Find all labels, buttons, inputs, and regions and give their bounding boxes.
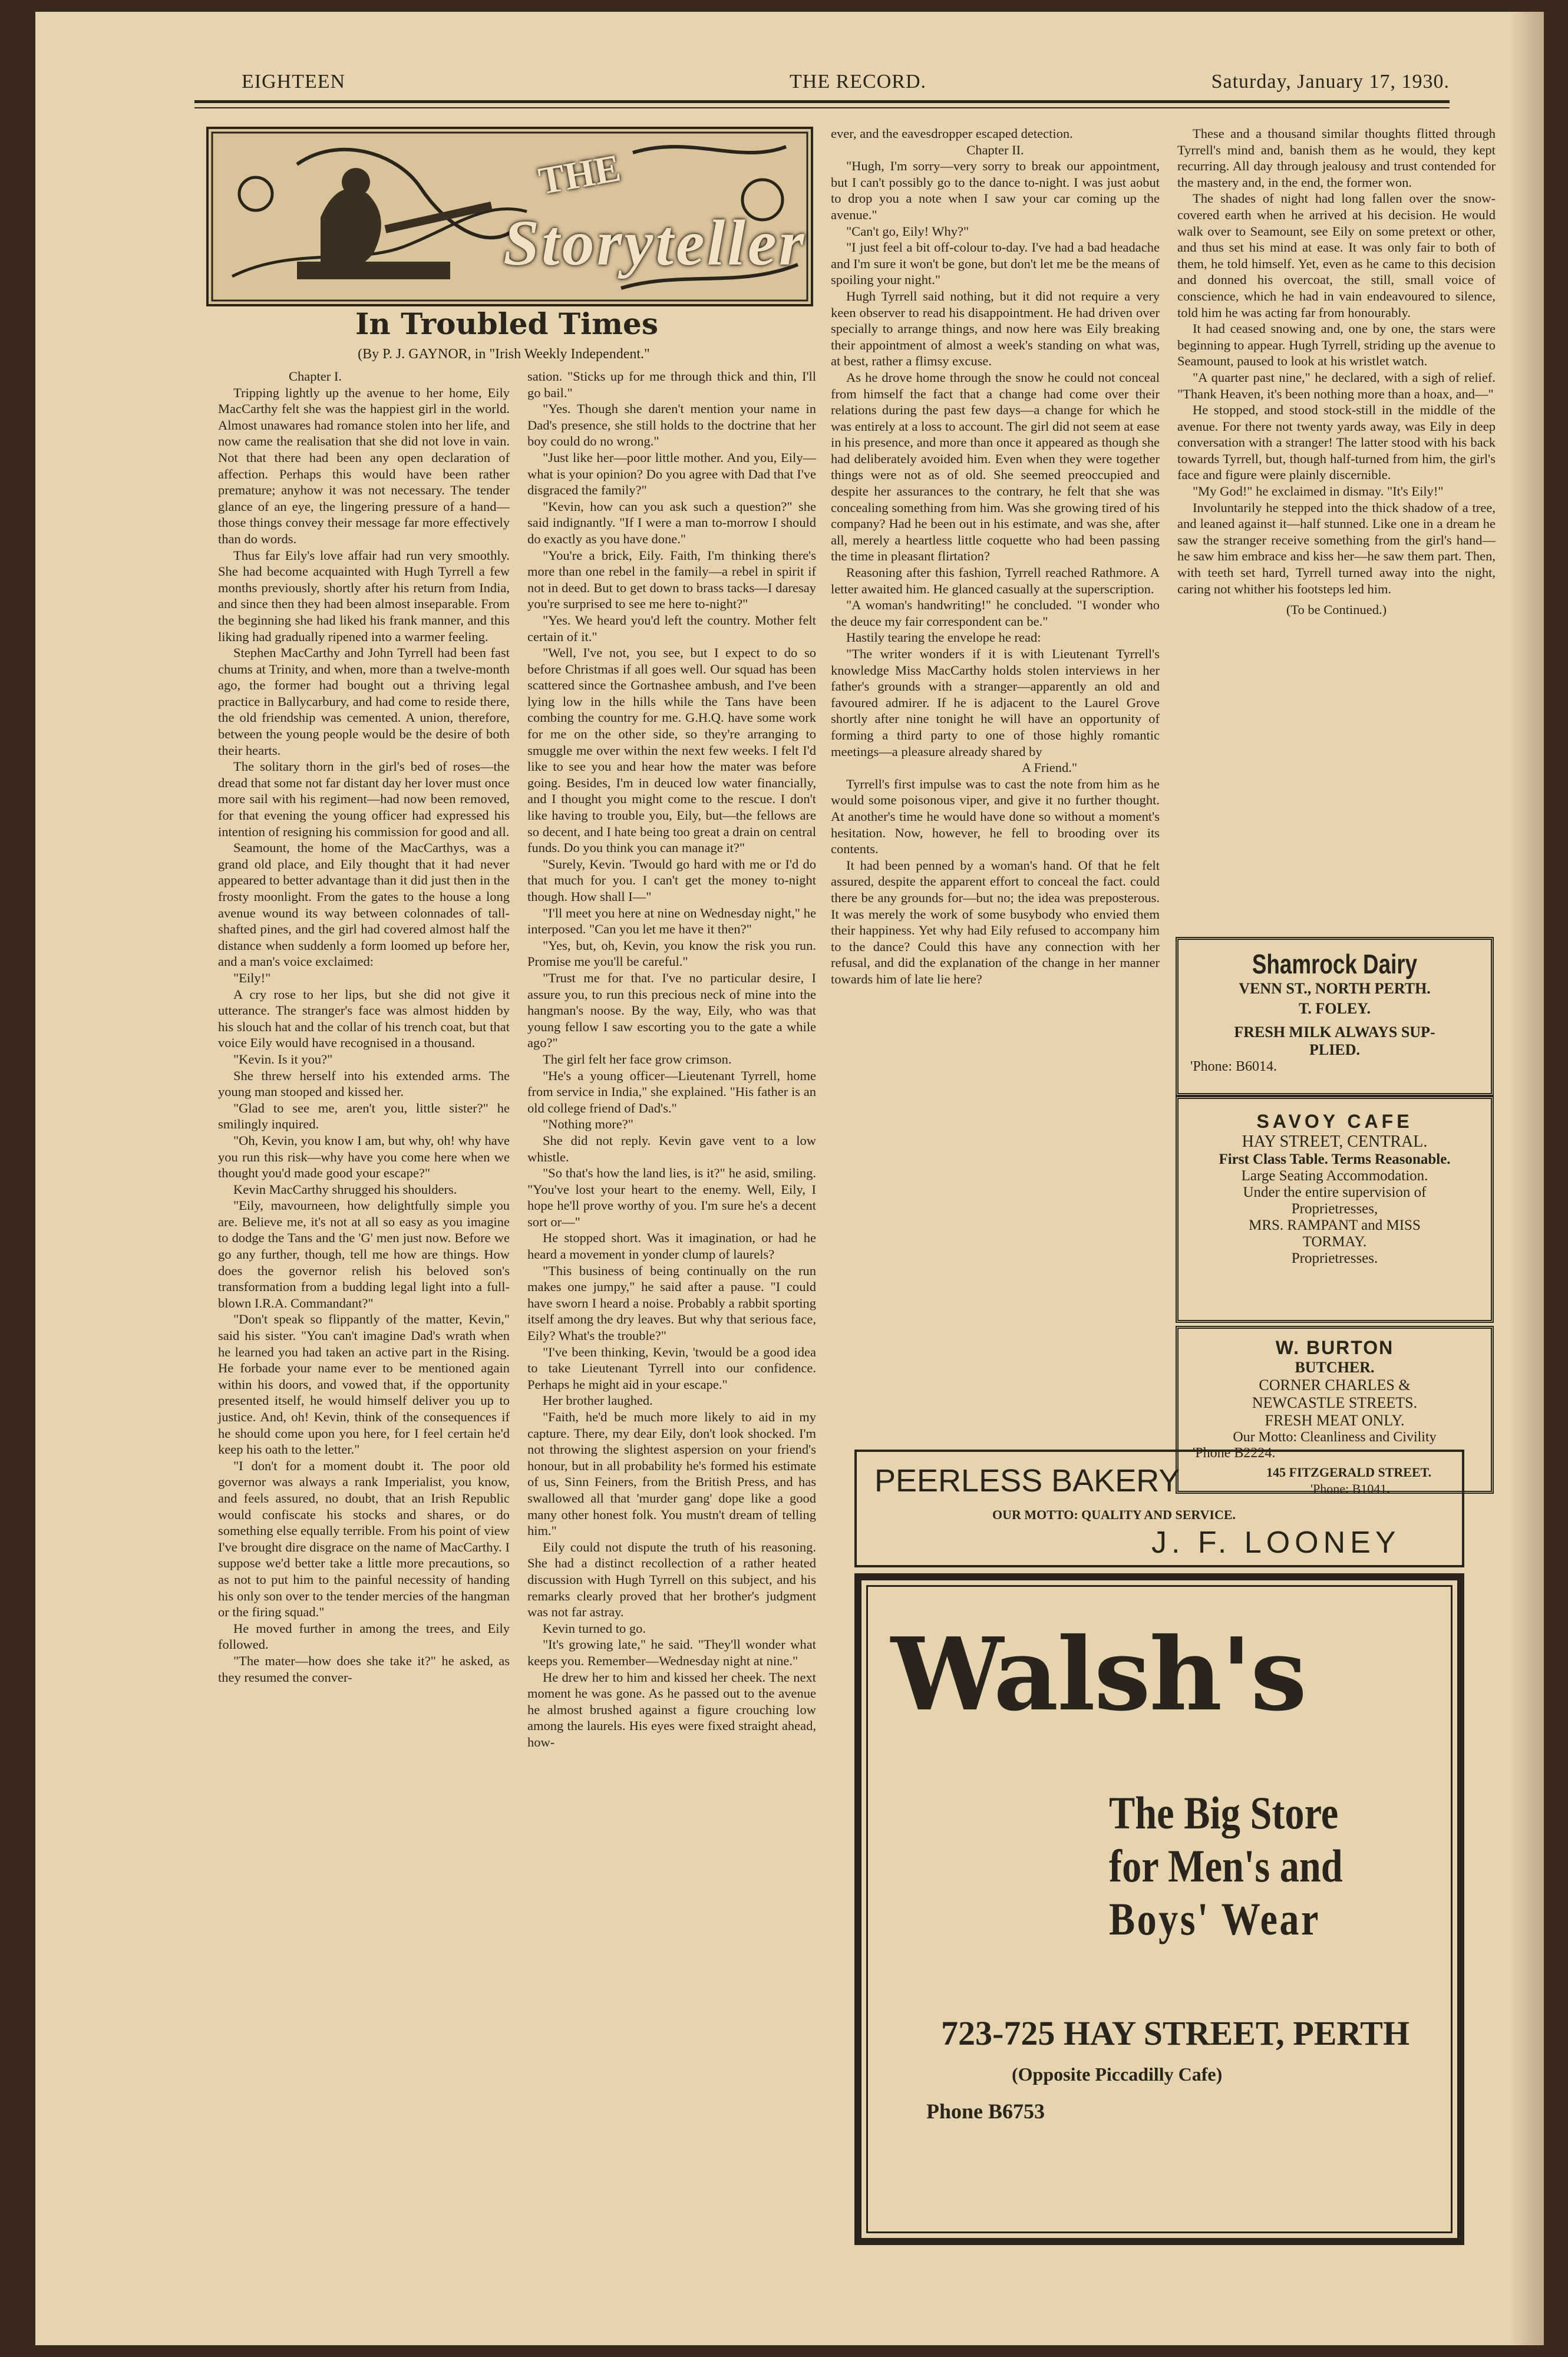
- story-paragraph: Thus far Eily's love affair had run very smoothly. She had become acquainted with Hugh Tyrrell a few months previously, shortly after his return from India, and since then they had been almost inseparable. From the beginning she had liked his frank manner, and this liking had gradually ripened into a warmer feeling.: [218, 547, 510, 644]
- story-paragraph: The shades of night had long fallen over the snow-covered earth when he arrived at his decision. He would walk over to Seamount, see Eily on some pretext or other, and thus set his mind at ease. It was only fair to both of them, he told himself. Yet, even as he came to this decision and donned his overcoat, the still, small voice of conscience, which he had in vain endeavoured to silence, told him he was acting far from honourably.: [1177, 191, 1496, 320]
- story-paragraph: Seamount, the home of the MacCarthys, was a grand old place, and Eily thought that it had never appeared to better advantage than it did just then in the frosty moonlight. From the gates to the house a long avenue wound its way between colonnades of tall-shafted pines, and the girl had covered almost half the distance when suddenly a form loomed up before her, and a man's voice exclaimed:: [218, 840, 510, 969]
- story-column-3: [831, 126, 1160, 987]
- story-paragraph: "Faith, he'd be much more likely to aid in my capture. There, my dear Eily, don't look shocked. I'm not throwing the slightest aspersion on your friend's honour, but in all probability he's formed his estimate of us, Sinn Feiners, from the British Press, and has swallowed all that 'murder gang' dope like a good many other honest folk. You mustn't dream of telling him.": [527, 1409, 816, 1539]
- ad-tagline: for Men's and: [1109, 1840, 1343, 1891]
- ad-owner: J. F. LOONEY: [1151, 1526, 1401, 1560]
- story-paragraph: "Kevin, how can you ask such a question?" she said indignantly. "If I were a man to-morrow I should do exactly as you have done.": [527, 499, 816, 546]
- story-paragraph: "He's a young officer—Lieutenant Tyrrell, home from service in India," she explained. "His father is an old college friend of Dad's.": [527, 1068, 816, 1115]
- ad-title: SAVOY CAFE: [1256, 1111, 1413, 1132]
- ad-savoy-cafe: [1176, 1096, 1494, 1323]
- story-paragraph: "Yes. We heard you'd left the country. Mother felt certain of it.": [527, 612, 816, 644]
- to-be-continued: (To be Continued.): [1286, 602, 1387, 618]
- page-number-label: EIGHTEEN: [242, 71, 346, 93]
- story-paragraph: The solitary thorn in the girl's bed of roses—the dread that some not far distant day her lover must once more sail with his regiment—had now been removed, for that evening the young officer had expressed his intention of resigning his commission for good and all.: [218, 759, 510, 839]
- story-paragraph: "Don't speak so flippantly of the matter, Kevin," said his sister. "You can't imagine Dad's wrath when he learned you had taken an active part in the Rising. He forbade your name ever to be mentioned again within his doors, and vowed that, if the opportunity presented itself, he would himself deliver you up to justice. And, oh! Kevin, think of the consequences if he should come upon you here, for I feel certain he'd keep his oath to the letter.": [218, 1312, 510, 1457]
- story-paragraph: Kevin MacCarthy shrugged his shoulders.: [233, 1181, 457, 1197]
- story-paragraph: "Eily!": [233, 970, 271, 985]
- masthead: [200, 65, 1450, 100]
- ad-line: Proprietresses,: [1291, 1201, 1378, 1217]
- story-paragraph: "A quarter past nine," he declared, with a sigh of relief. "Thank Heaven, it's been nothing more than a hoax, and—": [1177, 369, 1496, 401]
- story-paragraph: "Hugh, I'm sorry—very sorry to break our appointment, but I can't possibly go to the dance to-night. I was just aobut to drop you a note when I saw your car coming up the avenue.": [831, 159, 1160, 222]
- ad-phone: 'Phone B2224.: [1193, 1445, 1276, 1461]
- story-paragraph: Reasoning after this fashion, Tyrrell reached Rathmore. A letter awaited him. He glanced casually at the superscription.: [831, 565, 1160, 596]
- ad-address: VENN ST., NORTH PERTH.: [1239, 980, 1431, 997]
- story-paragraph: "My God!" he exclaimed in dismay. "It's Eily!": [1193, 484, 1444, 499]
- ad-line: FRESH MEAT ONLY.: [1265, 1412, 1405, 1429]
- ad-motto: OUR MOTTO: QUALITY AND SERVICE.: [992, 1507, 1236, 1522]
- newspaper-name: THE RECORD.: [790, 71, 926, 93]
- story-paragraph: "This business of being continually on the run makes one jumpy," he said after a pause. "I could have sworn I heard a noise. Probably a rabbit sporting itself among the dry leaves. But why that serious face, Eily? What's the trouble?": [527, 1263, 816, 1343]
- story-paragraph: "The mater—how does she take it?" he asked, as they resumed the conver-: [218, 1653, 510, 1685]
- story-paragraph: As he drove home through the snow he could not conceal from himself the fact that a change had come over their relations during the past few days—a change for which he was entirely at a loss to account. The girl did not seem at ease in his presence, and more than once it appeared as though she had deliberately avoided him. Even when they were together things were not as of old. She seemed preoccupied and despite her assurances to the contrary, he felt that she was concealing something from him. Was she growing tired of his company? Had he been out in his estimate, and was she, after all, merely a heartless little coquette who had been passing the time in pleasant flirtation?: [831, 369, 1160, 564]
- chapter-heading: Chapter II.: [966, 142, 1024, 157]
- story-column-4: [1177, 126, 1496, 618]
- ad-trade: BUTCHER.: [1295, 1359, 1375, 1376]
- ad-tagline: The Big Store: [1109, 1787, 1339, 1838]
- story-column-1: [218, 368, 510, 1685]
- ad-line: Under the entire supervision of: [1243, 1184, 1427, 1200]
- story-byline: (By P. J. GAYNOR, in "Irish Weekly Independent.": [358, 346, 650, 362]
- story-paragraph: It had ceased snowing and, one by one, the stars were beginning to appear. Hugh Tyrrell, striding up the avenue to Seamount, paused to look at his wristlet watch.: [1177, 321, 1496, 369]
- story-paragraph: She did not reply. Kevin gave vent to a low whistle.: [527, 1133, 816, 1164]
- ad-line: MRS. RAMPANT and MISS: [1249, 1217, 1421, 1233]
- ad-phone: 'Phone: B6014.: [1190, 1059, 1277, 1074]
- story-paragraph: "It's growing late," he said. "They'll wonder what keeps you. Remember—Wednesday night at nine.": [527, 1637, 816, 1668]
- story-paragraph: Eily could not dispute the truth of his reasoning. She had a distinct recollection of a rather heated discussion with Hugh Tyrrell on this subject, and his remarks clearly proved that her brother's judgment was not far astray.: [527, 1539, 816, 1620]
- banner-word-the: THE: [535, 146, 624, 203]
- ad-line: NEWCASTLE STREETS.: [1252, 1394, 1418, 1411]
- story-paragraph: "Nothing more?": [543, 1117, 633, 1132]
- story-paragraph: "Just like her—poor little mother. And you, Eily—what is your opinion? Do you agree with Dad that I've disgraced the family?": [527, 450, 816, 498]
- masthead-rule-thin: [194, 107, 1450, 108]
- story-paragraph: Hugh Tyrrell said nothing, but it did not require a very keen observer to read his disappointment. He had driven over specially to arrange things, and now here was Eily breaking their appointment of almost a week's standing on what was, at best, rather a flimsy excuse.: [831, 288, 1160, 369]
- story-column-2: [527, 368, 816, 1750]
- story-paragraph: She threw herself into his extended arms. The young man stooped and kissed her.: [218, 1068, 510, 1100]
- story-paragraph: The girl felt her face grow crimson.: [543, 1051, 732, 1067]
- story-paragraph: He stopped, and stood stock-still in the middle of the avenue. For there not twenty yards away, was Eily in deep conversation with a stranger! The latter stood with his back towards Tyrrell, but, though half-turned from him, the girl's face and figure were plainly discernible.: [1177, 402, 1496, 483]
- story-paragraph: "Yes, but, oh, Kevin, you know the risk you run. Promise me you'll be careful.": [527, 937, 816, 969]
- story-paragraph: Tripping lightly up the avenue to her home, Eily MacCarthy felt she was the happiest girl in the world. Almost unawares had romance stolen into her life, and now came the realisation that she did not love in vain. Not that there had been any open declaration of affection. Perhaps this would have been rather premature; anyhow it was not necessary. The tender glance of an eye, the lingering pressure of a hand—those things convey their message far more effectively than do words.: [218, 385, 510, 546]
- story-paragraph: He moved further in among the trees, and Eily followed.: [218, 1620, 510, 1652]
- newspaper-page: [35, 12, 1544, 2345]
- story-paragraph: "Surely, Kevin. 'Twould go hard with me or I'd do that much for you. I can't get the money to-night though. How shall I—": [527, 856, 816, 904]
- ad-walshs: [854, 1573, 1464, 2245]
- ad-location-note: (Opposite Piccadilly Cafe): [1012, 2064, 1223, 2085]
- ad-address: 145 FITZGERALD STREET.: [1266, 1465, 1432, 1480]
- story-paragraph: "I don't for a moment doubt it. The poor old governor was always a rank Imperialist, you know, and feels assured, no doubt, that an Irish Republic would confiscate his stocks and shares, or do something else equally terrible. From his point of view I've brought dire disgrace on the name of MacCarthy. I suppose we'd better take a little more precautions, so as not to put him to the painful necessity of handing his only son over to the tender mercies of the hangman or the firing squad.": [218, 1458, 510, 1620]
- story-paragraph: Kevin turned to go.: [543, 1620, 646, 1636]
- chapter-heading: Chapter I.: [289, 369, 342, 384]
- ad-address: 723-725 HAY STREET, PERTH: [941, 2014, 1410, 2052]
- story-paragraph: "Well, I've not, you see, but I expect to do so before Christmas if all goes well. Our squad has been scattered since the Gortnashee ambush, and I've been lying low in the hills while the Tans have been combing the country for me. G.H.Q. have some work for me on the other side, so they're arranging to smuggle me over within the next few weeks. I felt I'd like to see you and hear how the mater was before going. Besides, I'm in deuced low water financially, and I thought you might come to the rescue. I don't like having to trouble you, Eily, but—the fellows are so decent, and I hate being too great a drain on central funds. Do you think you can manage it?": [527, 645, 816, 856]
- ad-line: Large Seating Accommodation.: [1241, 1168, 1428, 1184]
- story-paragraph: "Eily, mavourneen, how delightfully simple you are. Believe me, it's not at all so easy as you imagine to dodge the Tans and the 'G' men just now. Before we go any further, though, tell me how are things. How does the governor relish his beloved son's transformation from a budding legal light into a full-blown I.R.A. Commandant?": [218, 1198, 510, 1310]
- story-paragraph: Her brother laughed.: [543, 1393, 653, 1408]
- ad-phone: 'Phone: B1041.: [1310, 1481, 1390, 1496]
- story-paragraph: A cry rose to her lips, but she did not give it utterance. The stranger's face was almost hidden by his slouch hat and the collar of his trench coat, but that voice Eily would have recognised in a thousand.: [218, 986, 510, 1051]
- ad-line: TORMAY.: [1302, 1234, 1367, 1250]
- storyteller-banner: [206, 127, 813, 306]
- story-paragraph: "I just feel a bit off-colour to-day. I've had a bad headache and I'm sure it won't be gone, but don't let me be the means of spoiling your night.": [831, 240, 1160, 288]
- ad-shamrock-dairy: [1176, 937, 1494, 1096]
- letter-signature: A Friend.": [1021, 760, 1077, 775]
- ad-address: HAY STREET, CENTRAL.: [1242, 1133, 1428, 1151]
- story-paragraph: "Can't go, Eily! Why?": [846, 223, 969, 239]
- story-paragraph: "The writer wonders if it is with Lieutenant Tyrrell's knowledge Miss MacCarthy holds stolen interviews in her father's grounds with a stranger—apparently an old and favoured admirer. If he is adjacent to the Laurel Grove shortly after nine tonight he will have an opportunity of forming a third party to one of those highly romantic meetings—a pleasure already shared by: [831, 646, 1160, 759]
- story-paragraph: "Kevin. Is it you?": [233, 1051, 333, 1067]
- ad-line: Proprietresses.: [1291, 1250, 1378, 1266]
- ad-tagline: Boys' Wear: [1109, 1893, 1321, 1945]
- story-paragraph: He stopped short. Was it imagination, or had he heard a movement in yonder clump of laurels?: [527, 1230, 816, 1262]
- story-paragraph: He drew her to him and kissed her cheek. The next moment he was gone. As he passed out to the avenue he almost brushed against a figure crouching low among the laurels. His eyes were fixed straight ahead, how-: [527, 1669, 816, 1749]
- story-paragraph: "Oh, Kevin, you know I am, but why, oh! why have you run this risk—why have you come here when we thought you'd made good your escape?": [218, 1133, 510, 1181]
- ad-line: CORNER CHARLES &: [1259, 1376, 1411, 1394]
- story-paragraph: "I'll meet you here at nine on Wednesday night," he interposed. "Can you let me have it then?": [527, 905, 816, 937]
- story-paragraph: Hastily tearing the envelope he read:: [846, 630, 1041, 645]
- story-paragraph: Involuntarily he stepped into the thick shadow of a tree, and leaned against it—half stunned. Like one in a dream he saw the stranger receive something from the girl's hand—he saw him embrace and kiss her—he saw them part. Then, with teeth set hard, Tyrrell turned away into the night, caring not whither his footsteps led him.: [1177, 500, 1496, 596]
- story-paragraph: "Yes. Though she daren't mention your name in Dad's presence, she still holds to the doctrine that her boy could do no wrong.": [527, 401, 816, 449]
- story-paragraph: ever, and the eavesdropper escaped detection.: [831, 126, 1073, 141]
- ad-title: PEERLESS BAKERY: [874, 1463, 1180, 1498]
- ad-line: PLIED.: [1309, 1041, 1360, 1058]
- story-paragraph: Stephen MacCarthy and John Tyrrell had been fast chums at Trinity, and when, more than a twelve-month ago, the former had bought out a thriving legal practice in Ballycarbury, and had come to reside there, the old friendship was cemented. A union, therefore, between the young people would be the desire of both their hearts.: [218, 645, 510, 758]
- ad-title: Shamrock Dairy: [1252, 949, 1418, 979]
- ad-title: W. BURTON: [1275, 1337, 1394, 1358]
- story-headline: In Troubled Times: [355, 306, 658, 341]
- ad-peerless-bakery: [854, 1450, 1464, 1567]
- story-paragraph: "I've been thinking, Kevin, 'twould be a good idea to take Lieutenant Tyrrell into our confidence. Perhaps he might aid in your escape.": [527, 1344, 816, 1392]
- issue-date: Saturday, January 17, 1930.: [1211, 71, 1450, 93]
- story-paragraph: "Trust me for that. I've no particular desire, I assure you, to run this precious neck of mine into the hangman's noose. By the way, Eily, who was that young fellow I saw escorting you to the gate a while ago?": [527, 970, 816, 1051]
- ad-title: Walsh's: [891, 1616, 1306, 1734]
- story-paragraph: Tyrrell's first impulse was to cast the note from him as he would some poisonous viper, and give it no further thought. At another's time he would have done so without a moment's hesitation. Now, however, he fell to brooding over its contents.: [831, 776, 1160, 857]
- story-paragraph: "Glad to see me, aren't you, little sister?" he smilingly inquired.: [218, 1100, 510, 1132]
- story-paragraph: sation. "Sticks up for me through thick and thin, I'll go bail.": [527, 369, 816, 400]
- story-paragraph: "So that's how the land lies, is it?" he asid, smiling. "You've lost your heart to the enemy. Well, Eily, I hope he'll prove worthy of you. I'm sure he's a decent sort or—": [527, 1166, 816, 1229]
- story-paragraph: It had been penned by a woman's hand. Of that he felt assured, despite the apparent effort to conceal the fact. could there be any grounds for—but no; the idea was preposterous. It was merely the work of some busybody who envied them their happiness. Yet why had Eily refused to accompany him to the dance? Could this have any connection with her refusal, and did the explanation of the change in her manner towards him of late lie here?: [831, 857, 1160, 986]
- story-paragraph: "You're a brick, Eily. Faith, I'm thinking there's more than one rebel in the family—a rebel in spirit if not in deed. But to get down to brass tacks—I daresay you're surprised to see me here to-night?": [527, 547, 816, 612]
- ad-line: Our Motto: Cleanliness and Civility: [1233, 1430, 1437, 1445]
- ad-line: First Class Table. Terms Reasonable.: [1219, 1151, 1451, 1167]
- ad-phone: Phone B6753: [926, 2099, 1045, 2123]
- story-paragraph: "A woman's handwriting!" he concluded. "I wonder who the deuce my fair correspondent can be.": [831, 597, 1160, 629]
- ad-line: FRESH MILK ALWAYS SUP-: [1234, 1024, 1435, 1041]
- masthead-rule: [194, 100, 1450, 103]
- banner-word-storyteller: Storyteller: [503, 207, 807, 279]
- ad-owner: T. FOLEY.: [1298, 1000, 1371, 1017]
- story-paragraph: These and a thousand similar thoughts flitted through Tyrrell's mind and, banish them as he would, they kept recurring. All day through jealousy and trust contended for the mastery and, in the end, the former won.: [1177, 126, 1496, 190]
